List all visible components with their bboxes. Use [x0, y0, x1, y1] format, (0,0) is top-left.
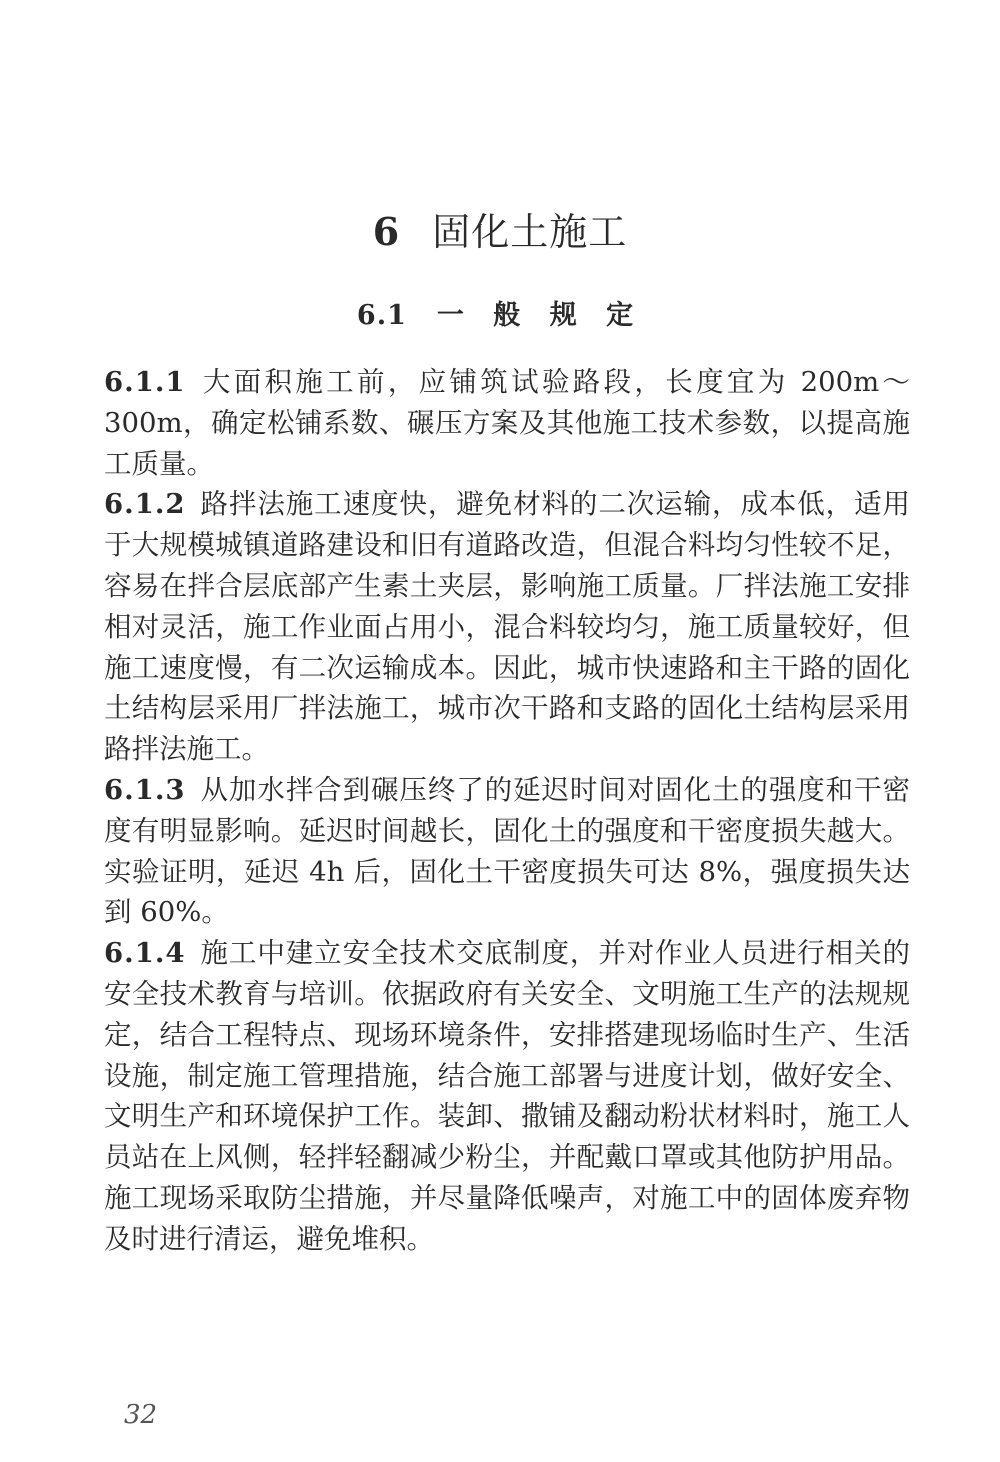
clause-number: 6.1.3	[104, 773, 186, 806]
clause-text: 从加水拌合到碾压终了的延迟时间对固化土的强度和干密度有明显影响。延迟时间越长，固化土的强度和干密度损失越大。实验证明，延迟 4h 后，固化土干密度损失可达 8%，强度损失达到 60%。	[104, 773, 910, 929]
clause-6-1-2	[104, 484, 910, 770]
page-number: 32	[124, 1400, 158, 1430]
clause-6-1-3	[104, 770, 910, 933]
clause-text: 施工中建立安全技术交底制度，并对作业人员进行相关的安全技术教育与培训。依据政府有关安全、文明施工生产的法规规定，结合工程特点、现场环境条件，安排搭建现场临时生产、生活设施，制定施工管理措施，结合施工部署与进度计划，做好安全、文明生产和环境保护工作。装卸、撒铺及翻动粉状材料时，施工人员站在上风侧，轻拌轻翻减少粉尘，并配戴口罩或其他防护用品。施工现场采取防尘措施，并尽量降低噪声，对施工中的固体废弃物及时进行清运，避免堆积。	[104, 937, 910, 1255]
clause-text: 路拌法施工速度快，避免材料的二次运输，成本低，适用于大规模城镇道路建设和旧有道路改造，但混合料均匀性较不足，容易在拌合层底部产生素土夹层，影响施工质量。厂拌法施工安排相对灵活，施工作业面占用小，混合料较均匀，施工质量较好，但施工速度慢，有二次运输成本。因此，城市快速路和主干路的固化土结构层采用厂拌法施工，城市次干路和支路的固化土结构层采用路拌法施工。	[104, 488, 910, 766]
chapter-title-text: 固化土施工	[432, 210, 628, 254]
clause-6-1-1	[104, 362, 910, 484]
clause-6-1-4	[104, 933, 910, 1259]
body-text	[104, 362, 910, 1260]
clause-number: 6.1.4	[104, 937, 186, 970]
chapter-title	[0, 206, 1000, 258]
section-number: 6.1	[356, 300, 407, 331]
section-title-text: 一 般 规 定	[436, 300, 644, 331]
chapter-number: 6	[372, 209, 401, 254]
section-title	[0, 296, 1000, 336]
clause-number: 6.1.1	[104, 366, 186, 398]
clause-text: 大面积施工前，应铺筑试验路段，长度宜为 200m～300m，确定松铺系数、碾压方案及其他施工技术参数，以提高施工质量。	[104, 366, 910, 480]
clause-number: 6.1.2	[104, 488, 186, 521]
